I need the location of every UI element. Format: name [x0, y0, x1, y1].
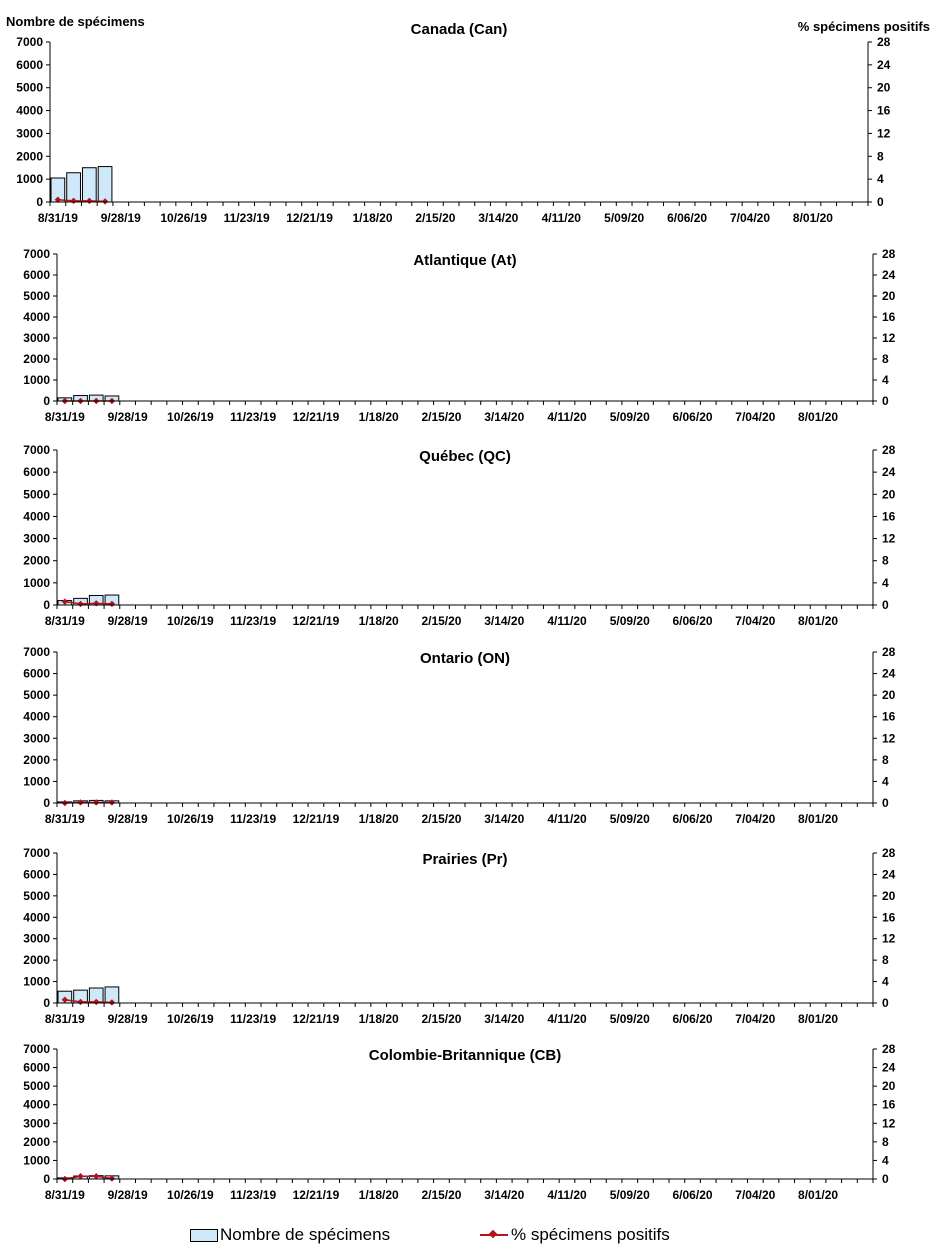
x-tick-label: 1/18/20: [358, 1188, 399, 1202]
chart-panel-5: [23, 846, 895, 1026]
left-tick-label: 6000: [23, 867, 50, 882]
x-tick-label: 1/18/20: [352, 211, 393, 225]
x-tick-label: 6/06/20: [672, 1188, 713, 1202]
x-tick-label: 10/26/19: [160, 211, 208, 225]
left-tick-label: 4000: [23, 310, 50, 324]
left-tick-label: 5000: [23, 1079, 50, 1094]
right-tick-label: 28: [882, 846, 896, 860]
x-tick-label: 3/14/20: [484, 614, 525, 628]
x-tick-label: 12/21/19: [292, 1012, 340, 1026]
right-tick-label: 12: [877, 126, 891, 141]
right-tick-label: 0: [877, 195, 884, 209]
x-tick-label: 10/26/19: [167, 1012, 214, 1026]
bar-specimens: [67, 173, 81, 202]
x-tick-label: 10/26/19: [167, 1188, 214, 1202]
right-tick-label: 16: [882, 709, 896, 724]
left-tick-label: 7000: [23, 645, 50, 659]
right-tick-label: 12: [882, 931, 896, 946]
left-tick-label: 2000: [23, 953, 50, 968]
left-tick-label: 7000: [23, 443, 50, 457]
left-tick-label: 0: [43, 796, 50, 810]
right-tick-label: 16: [882, 910, 896, 925]
right-tick-label: 0: [882, 1172, 889, 1186]
x-tick-label: 6/06/20: [672, 1012, 713, 1026]
x-tick-label: 6/06/20: [672, 812, 713, 826]
legend-bar-swatch: [190, 1229, 218, 1242]
x-tick-label: 7/04/20: [735, 410, 776, 424]
right-tick-label: 12: [882, 531, 896, 546]
right-tick-label: 4: [882, 974, 889, 989]
left-tick-label: 3000: [23, 531, 50, 546]
left-tick-label: 1000: [23, 373, 50, 387]
left-axis-label: Nombre de spécimens: [6, 14, 145, 29]
chart-panel-2: [23, 247, 895, 424]
right-tick-label: 8: [882, 752, 889, 767]
x-tick-label: 8/01/20: [798, 410, 839, 424]
x-tick-label: 8/01/20: [792, 211, 833, 225]
x-tick-label: 7/04/20: [735, 812, 776, 826]
right-tick-label: 12: [882, 331, 896, 345]
x-tick-label: 4/11/20: [547, 1012, 587, 1026]
x-tick-label: 1/18/20: [358, 410, 399, 424]
x-tick-label: 8/31/19: [44, 410, 85, 424]
right-tick-label: 8: [882, 1134, 889, 1149]
x-tick-label: 12/21/19: [292, 410, 340, 424]
right-tick-label: 28: [882, 645, 896, 659]
x-tick-label: 2/15/20: [415, 211, 456, 225]
x-tick-label: 3/14/20: [484, 812, 525, 826]
x-tick-label: 9/28/19: [107, 1012, 148, 1026]
x-tick-label: 2/15/20: [421, 1012, 462, 1026]
right-tick-label: 4: [882, 1153, 889, 1168]
x-tick-label: 12/21/19: [286, 211, 333, 225]
x-tick-label: 9/28/19: [100, 211, 141, 225]
x-tick-label: 12/21/19: [292, 614, 340, 628]
chart-panel-1: [16, 21, 890, 225]
x-tick-label: 2/15/20: [421, 410, 462, 424]
x-tick-label: 9/28/19: [107, 812, 148, 826]
left-tick-label: 6000: [16, 57, 43, 72]
left-tick-label: 2000: [23, 752, 50, 767]
left-tick-label: 2000: [23, 553, 50, 568]
left-tick-label: 6000: [23, 666, 50, 681]
legend: [0, 1220, 934, 1250]
x-tick-label: 5/09/20: [609, 812, 650, 826]
left-tick-label: 1000: [16, 172, 43, 187]
left-tick-label: 5000: [23, 289, 50, 303]
x-tick-label: 4/11/20: [547, 1188, 587, 1202]
left-tick-label: 1000: [23, 974, 50, 989]
right-tick-label: 8: [882, 553, 889, 568]
right-tick-label: 4: [882, 373, 889, 387]
x-tick-label: 11/23/19: [230, 1188, 277, 1202]
x-tick-label: 2/15/20: [421, 812, 462, 826]
left-tick-label: 4000: [16, 103, 43, 118]
right-tick-label: 8: [882, 352, 889, 366]
x-tick-label: 7/04/20: [729, 211, 771, 225]
left-tick-label: 7000: [23, 846, 50, 860]
left-tick-label: 2000: [23, 1134, 50, 1149]
x-tick-label: 11/23/19: [230, 812, 277, 826]
left-tick-label: 3000: [23, 331, 50, 345]
x-tick-label: 4/11/20: [547, 812, 587, 826]
left-tick-label: 5000: [23, 688, 50, 703]
left-tick-label: 3000: [23, 731, 50, 746]
x-tick-label: 2/15/20: [421, 614, 462, 628]
x-tick-label: 8/31/19: [44, 1188, 85, 1202]
right-tick-label: 28: [877, 35, 891, 49]
left-tick-label: 6000: [23, 465, 50, 480]
right-tick-label: 20: [877, 80, 891, 95]
left-tick-label: 1000: [23, 575, 50, 590]
left-tick-label: 6000: [23, 1060, 50, 1075]
x-tick-label: 5/09/20: [604, 211, 645, 225]
x-tick-label: 10/26/19: [167, 410, 214, 424]
x-tick-label: 6/06/20: [667, 211, 708, 225]
left-tick-label: 1000: [23, 1153, 50, 1168]
x-tick-label: 5/09/20: [609, 1012, 650, 1026]
left-tick-label: 0: [43, 1172, 50, 1186]
right-tick-label: 24: [882, 666, 896, 681]
right-tick-label: 4: [882, 575, 889, 590]
x-tick-label: 1/18/20: [358, 1012, 399, 1026]
right-tick-label: 24: [882, 465, 896, 480]
x-tick-label: 11/23/19: [230, 410, 277, 424]
x-tick-label: 1/18/20: [358, 614, 399, 628]
x-tick-label: 9/28/19: [107, 410, 148, 424]
legend-bar-label: Nombre de spécimens: [220, 1225, 391, 1244]
bar-specimens: [98, 167, 112, 202]
x-tick-label: 8/31/19: [44, 1012, 85, 1026]
x-tick-label: 8/01/20: [798, 1012, 839, 1026]
panel-title: Canada (Can): [410, 21, 508, 38]
x-tick-label: 8/01/20: [798, 812, 839, 826]
right-tick-label: 20: [882, 688, 896, 703]
right-tick-label: 4: [877, 172, 884, 187]
left-tick-label: 4000: [23, 910, 50, 925]
left-tick-label: 6000: [23, 268, 50, 282]
left-tick-label: 4000: [23, 709, 50, 724]
right-tick-label: 16: [877, 103, 891, 118]
right-tick-label: 0: [882, 996, 889, 1010]
x-tick-label: 11/23/19: [230, 614, 277, 628]
x-tick-label: 5/09/20: [609, 1188, 650, 1202]
left-tick-label: 1000: [23, 774, 50, 789]
left-tick-label: 0: [43, 996, 50, 1010]
legend-line-entry: [480, 1220, 670, 1250]
x-tick-label: 3/14/20: [484, 1188, 525, 1202]
left-tick-label: 2000: [23, 352, 50, 366]
legend-line-marker-icon: [480, 1229, 508, 1241]
right-tick-label: 24: [882, 867, 896, 882]
right-tick-label: 12: [882, 1116, 896, 1131]
x-tick-label: 10/26/19: [167, 812, 214, 826]
left-tick-label: 7000: [23, 247, 50, 261]
right-tick-label: 20: [882, 487, 896, 502]
right-tick-label: 8: [877, 149, 884, 164]
right-tick-label: 24: [877, 57, 891, 72]
right-tick-label: 28: [882, 443, 896, 457]
legend-bar-entry: [190, 1220, 390, 1250]
x-tick-label: 7/04/20: [735, 614, 776, 628]
right-tick-label: 24: [882, 268, 896, 282]
right-tick-label: 16: [882, 1097, 896, 1112]
left-tick-label: 3000: [23, 1116, 50, 1131]
chart-panel-4: [23, 645, 895, 826]
x-tick-label: 3/14/20: [484, 1012, 525, 1026]
right-tick-label: 16: [882, 310, 896, 324]
right-tick-label: 4: [882, 774, 889, 789]
chart-panel-6: [23, 1042, 895, 1202]
right-tick-label: 20: [882, 888, 896, 903]
x-tick-label: 2/15/20: [421, 1188, 462, 1202]
panel-title: Colombie-Britannique (CB): [368, 1047, 562, 1064]
right-tick-label: 0: [882, 394, 889, 408]
left-tick-label: 5000: [16, 80, 43, 95]
right-tick-label: 20: [882, 1079, 896, 1094]
x-tick-label: 6/06/20: [672, 614, 713, 628]
left-tick-label: 4000: [23, 509, 50, 524]
x-tick-label: 12/21/19: [292, 1188, 340, 1202]
bar-specimens: [82, 168, 96, 202]
chart-panel-3: [23, 443, 895, 628]
left-tick-label: 0: [36, 195, 43, 209]
x-tick-label: 3/14/20: [484, 410, 525, 424]
x-tick-label: 8/01/20: [798, 1188, 839, 1202]
x-tick-label: 4/11/20: [547, 614, 587, 628]
x-tick-label: 12/21/19: [292, 812, 340, 826]
right-tick-label: 20: [882, 289, 896, 303]
x-tick-label: 8/01/20: [798, 614, 839, 628]
right-tick-label: 28: [882, 247, 896, 261]
x-tick-label: 9/28/19: [107, 614, 148, 628]
left-tick-label: 7000: [16, 35, 43, 49]
left-tick-label: 5000: [23, 888, 50, 903]
right-tick-label: 0: [882, 796, 889, 810]
left-tick-label: 0: [43, 394, 50, 408]
right-tick-label: 12: [882, 731, 896, 746]
left-tick-label: 3000: [23, 931, 50, 946]
x-tick-label: 4/11/20: [541, 211, 581, 225]
x-tick-label: 9/28/19: [107, 1188, 148, 1202]
right-axis-label: % spécimens positifs: [797, 19, 930, 34]
x-tick-label: 8/31/19: [44, 812, 85, 826]
x-tick-label: 11/23/19: [230, 1012, 277, 1026]
panel-title: Ontario (ON): [420, 650, 510, 667]
x-tick-label: 6/06/20: [672, 410, 713, 424]
left-tick-label: 2000: [16, 149, 43, 164]
right-tick-label: 0: [882, 598, 889, 612]
x-tick-label: 7/04/20: [735, 1012, 776, 1026]
legend-line-label: % spécimens positifs: [511, 1225, 670, 1244]
right-tick-label: 28: [882, 1042, 896, 1056]
right-tick-label: 16: [882, 509, 896, 524]
left-tick-label: 5000: [23, 487, 50, 502]
x-tick-label: 10/26/19: [167, 614, 214, 628]
right-tick-label: 8: [882, 953, 889, 968]
x-tick-label: 1/18/20: [358, 812, 399, 826]
x-tick-label: 4/11/20: [547, 410, 587, 424]
right-tick-label: 24: [882, 1060, 896, 1075]
x-tick-label: 8/31/19: [44, 614, 85, 628]
left-tick-label: 3000: [16, 126, 43, 141]
point-pct-positive: [77, 799, 83, 805]
panel-title: Atlantique (At): [413, 252, 517, 269]
x-tick-label: 7/04/20: [735, 1188, 776, 1202]
left-tick-label: 0: [43, 598, 50, 612]
panel-title: Prairies (Pr): [422, 851, 508, 868]
panel-title: Québec (QC): [419, 448, 511, 465]
left-tick-label: 4000: [23, 1097, 50, 1112]
left-tick-label: 7000: [23, 1042, 50, 1056]
x-tick-label: 3/14/20: [478, 211, 519, 225]
x-tick-label: 5/09/20: [609, 410, 650, 424]
x-tick-label: 11/23/19: [223, 211, 270, 225]
point-pct-positive: [109, 799, 115, 805]
x-tick-label: 5/09/20: [609, 614, 650, 628]
x-tick-label: 8/31/19: [37, 211, 78, 225]
